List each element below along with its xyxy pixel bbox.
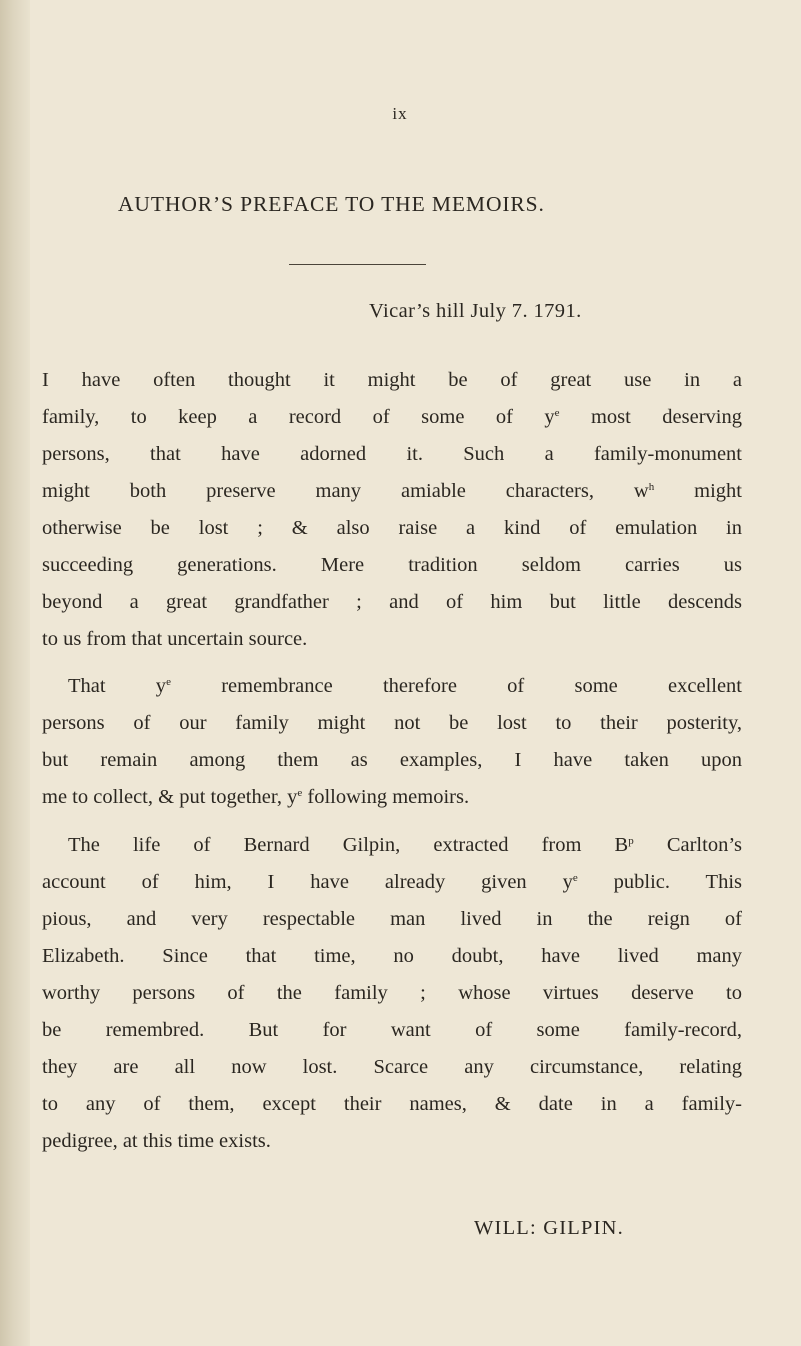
binding-shadow bbox=[0, 0, 30, 1346]
text-line: worthy persons of the family ; whose virtues deserve to bbox=[42, 982, 742, 1004]
page-number: ix bbox=[392, 104, 408, 123]
signature: WILL: GILPIN. bbox=[474, 1217, 624, 1239]
text-line: account of him, I have already given $y^e$ public. This bbox=[42, 871, 742, 893]
text-line: to us from that uncertain source. bbox=[42, 628, 308, 650]
text-line: but remain among them as examples, I have taken upon bbox=[42, 749, 742, 771]
page-title: AUTHOR’S PREFACE TO THE MEMOIRS. bbox=[118, 192, 545, 216]
text-line: I have often thought it might be of great use in a bbox=[42, 369, 742, 391]
text-line: me to collect, & put together, $y^e$ following memoirs. bbox=[42, 786, 470, 808]
text-line: family, to keep a record of some of $y^e$ most deserving bbox=[42, 406, 742, 428]
text-line: persons of our family might not be lost to their posterity, bbox=[42, 712, 742, 734]
dateline: Vicar’s hill July 7. 1791. bbox=[369, 300, 582, 322]
text-line: That $y^e$ remembrance therefore of some excellent bbox=[68, 675, 742, 697]
title-divider bbox=[289, 264, 426, 265]
text-line: The life of Bernard Gilpin, extracted from $B^p$ Carlton’s bbox=[68, 834, 742, 856]
text-line: pedigree, at this time exists. bbox=[42, 1130, 271, 1152]
text-line: Elizabeth. Since that time, no doubt, have lived many bbox=[42, 945, 742, 967]
text-line: persons, that have adorned it. Such a family-monument bbox=[42, 443, 742, 465]
text-line: be remembred. But for want of some family-record, bbox=[42, 1019, 742, 1041]
text-line: to any of them, except their names, & date in a family- bbox=[42, 1093, 742, 1115]
text-line: pious, and very respectable man lived in the reign of bbox=[42, 908, 742, 930]
text-line: might both preserve many amiable characters, $w^h$ might bbox=[42, 480, 743, 502]
text-line: they are all now lost. Scarce any circumstance, relating bbox=[42, 1056, 742, 1078]
text-line: beyond a great grandfather ; and of him but little descends bbox=[42, 591, 742, 613]
text-line: otherwise be lost ; & also raise a kind of emulation in bbox=[42, 517, 742, 539]
text-line: succeeding generations. Mere tradition seldom carries us bbox=[42, 554, 742, 576]
